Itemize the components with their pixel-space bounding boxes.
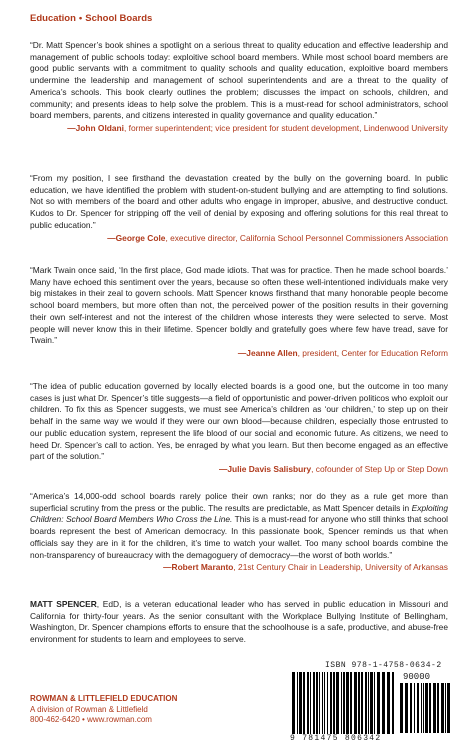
publisher-division: A division of Rowman & Littlefield xyxy=(30,704,148,714)
barcode-bar xyxy=(365,672,367,734)
barcode-bar xyxy=(322,672,323,734)
author-bio-text: , EdD, is a veteran educational leader who has served in public education in Missouri and California for thirty-four years. As the senior consultant with the Workplace Bullying Institute of Bellingham, Washington, Dr. Spencer champions efforts to ensure that the schoolhouse is a safe, productive, and abuse-free environment for students to learn and employees to serve. xyxy=(30,599,448,645)
endorser-name: —Robert Maranto xyxy=(163,562,234,573)
barcode-bar xyxy=(387,672,390,734)
endorsement-quote-1 xyxy=(30,40,448,135)
barcode-bar xyxy=(343,672,345,734)
barcode-bar xyxy=(441,683,444,733)
category-education: Education xyxy=(30,13,76,24)
endorser-title: , former superintendent; vice president for student development, Lindenwood University xyxy=(123,122,448,133)
barcode-bar xyxy=(303,672,305,734)
quote-text-end: This is a must-read for anyone who still thinks that school boards represent the best of American democracy. In this passionate book, Spencer reminds us that when officials say they are in it for the children, it’s time to watch your wallet. Too many school boards combine the non-transparency of bureaucracy with the demagoguery of democracy—the worst of both worlds.” xyxy=(30,514,449,560)
barcode-bar xyxy=(382,672,385,734)
barcode-bar xyxy=(299,672,302,734)
barcode-bar xyxy=(324,672,325,734)
barcode-bar xyxy=(414,683,415,733)
publisher-contact: 800-462-6420 • www.rowman.com xyxy=(30,715,152,724)
barcode-bar xyxy=(437,683,439,733)
barcode-bar xyxy=(425,683,428,733)
barcode-bar xyxy=(445,683,446,733)
quote-text: “Mark Twain once said, ‘In the first place, God made idiots. That was for practice. Then he made school boards.’ Many have echoed this sentiment over the years, because so often these well-intentioned individuals make very big mistakes in their zeal to govern schools. Matt Spencer knows firsthand that many honorable people become school board members, but more often than not, the perceived power of the position results in their governing their own self-interest and not the interest of the children whose interests they were selected to serve. Most people will never know this in their lifetime. Spencer boldly and gratefully goes where few have tread, save for Twain.” xyxy=(30,265,448,346)
endorser-title: , 21st Century Chair in Leadership, University of Arkansas xyxy=(233,562,448,573)
barcode-bar xyxy=(350,672,352,734)
author-name: MATT SPENCER xyxy=(30,599,97,609)
barcode-bar xyxy=(307,672,309,734)
endorsement-quote-4 xyxy=(30,381,448,476)
barcode-bar xyxy=(410,683,412,733)
endorsement-quote-5 xyxy=(30,491,448,574)
quote-text xyxy=(30,491,448,561)
endorser-title: , president, Center for Education Reform xyxy=(297,347,448,358)
barcode-bar xyxy=(377,672,380,734)
barcode-bar xyxy=(292,672,295,734)
barcode-bar xyxy=(319,672,320,734)
barcode-bar xyxy=(336,672,339,734)
barcode-bar xyxy=(358,672,360,734)
barcode-bar xyxy=(421,683,422,733)
barcode-bar xyxy=(333,672,335,734)
quote-attribution xyxy=(30,233,448,245)
endorser-name: —George Cole xyxy=(107,232,166,243)
barcode-bar xyxy=(313,672,315,734)
endorser-title: , cofounder of Step Up or Step Down xyxy=(311,463,448,474)
ean-digits: 9 781475 806342 xyxy=(290,734,382,743)
quote-attribution xyxy=(30,348,448,360)
barcode-bar xyxy=(417,683,419,733)
barcode-bar xyxy=(327,672,328,734)
category-separator: • xyxy=(78,13,83,24)
endorser-name: —John Oldani xyxy=(67,122,124,133)
ean-barcode xyxy=(292,672,396,734)
quote-text: “The idea of public education governed by locally elected boards is a good one, but the outcome in too many cases is just what Dr. Spencer’s title suggests—a field of opportunistic and power-driven politicos who exploit our children. To fix this as Spencer suggests, we must see America’s children as ‘our children,’ to step up on their behalf in the same way we would if they were our own blood—because children, especially those entrusted to our public education system, represent the life blood of our social and economic future. As citizens, we need to heed Dr. Spencer’s call to action. Yes, be enraged by what you learn. But then become engaged as an effective part of the solution.” xyxy=(30,381,448,462)
barcode-bar xyxy=(354,672,357,734)
publisher-info xyxy=(30,694,177,726)
isbn-text: ISBN 978-1-4758-0634-2 xyxy=(325,661,442,670)
barcode-bar xyxy=(433,683,436,733)
endorser-name: —Jeanne Allen xyxy=(237,347,298,358)
barcode-bar xyxy=(405,683,408,733)
barcode-bar xyxy=(447,683,450,733)
quote-attribution xyxy=(30,123,448,135)
category-label xyxy=(30,13,152,24)
barcode-bar xyxy=(374,672,375,734)
publisher-name: ROWMAN & LITTLEFIELD EDUCATION xyxy=(30,694,178,703)
barcode-bar xyxy=(370,672,373,734)
barcode-bar xyxy=(341,672,342,734)
barcode-bar xyxy=(310,672,311,734)
author-bio xyxy=(30,599,448,646)
quote-attribution xyxy=(30,464,448,476)
book-title: Exploiting Children: School Board Members Who Cross the Line. xyxy=(30,502,448,525)
barcode-bar xyxy=(330,672,332,734)
barcode-bar xyxy=(316,672,318,734)
barcode-bar xyxy=(297,672,298,734)
endorser-name: —Julie Davis Salisbury xyxy=(218,463,312,474)
barcode-bar xyxy=(429,683,431,733)
price-code: 90000 xyxy=(403,672,431,682)
endorsement-quote-3 xyxy=(30,265,448,360)
barcode-bar xyxy=(346,672,349,734)
barcode-bar xyxy=(392,672,394,734)
quote-text: “From my position, I see firsthand the devastation created by the bully on the governing board. In public education, we have identified the problem with student-on-student bullying and are attempting to find solutions. Not so with members of the board and other adults who engage in improper, abusive, and destructive conduct. Kudos to Dr. Spencer for stripping off the veil of denial by exposing and offering solutions for this real threat to public education.” xyxy=(30,173,448,230)
category-school-boards: School Boards xyxy=(85,13,153,24)
barcode-bar xyxy=(361,672,363,734)
endorsement-quote-2 xyxy=(30,173,448,244)
quote-text: “Dr. Matt Spencer’s book shines a spotlight on a serious threat to quality education and effective leadership and management of public schools today: exploitive school board members. While most school board members are good public servants with a commitment to quality schools and quality education, exploitive board members undermine the leadership and management of school superintendents and are a threat to the quality of America’s schools. This book clearly outlines the problem; discusses the impact on schools, children, and community; and presents ideas to help solve the problem. This is a must-read for school administrators, school board members, parents, and citizens interested in quality governance and quality education.” xyxy=(30,40,448,121)
barcode-bar xyxy=(368,672,369,734)
barcode-bar xyxy=(400,683,403,733)
addon-barcode xyxy=(400,683,450,733)
quote-text-start: “America’s 14,000-odd school boards rarely police their own ranks; nor do they as a rule get more than superficial scrutiny from the press or the public. The results are predictable, as Matt Spencer details in xyxy=(30,491,448,513)
barcode-bar xyxy=(423,683,424,733)
quote-attribution xyxy=(30,562,448,574)
endorser-title: , executive director, California School Personnel Commissioners Association xyxy=(165,232,448,243)
